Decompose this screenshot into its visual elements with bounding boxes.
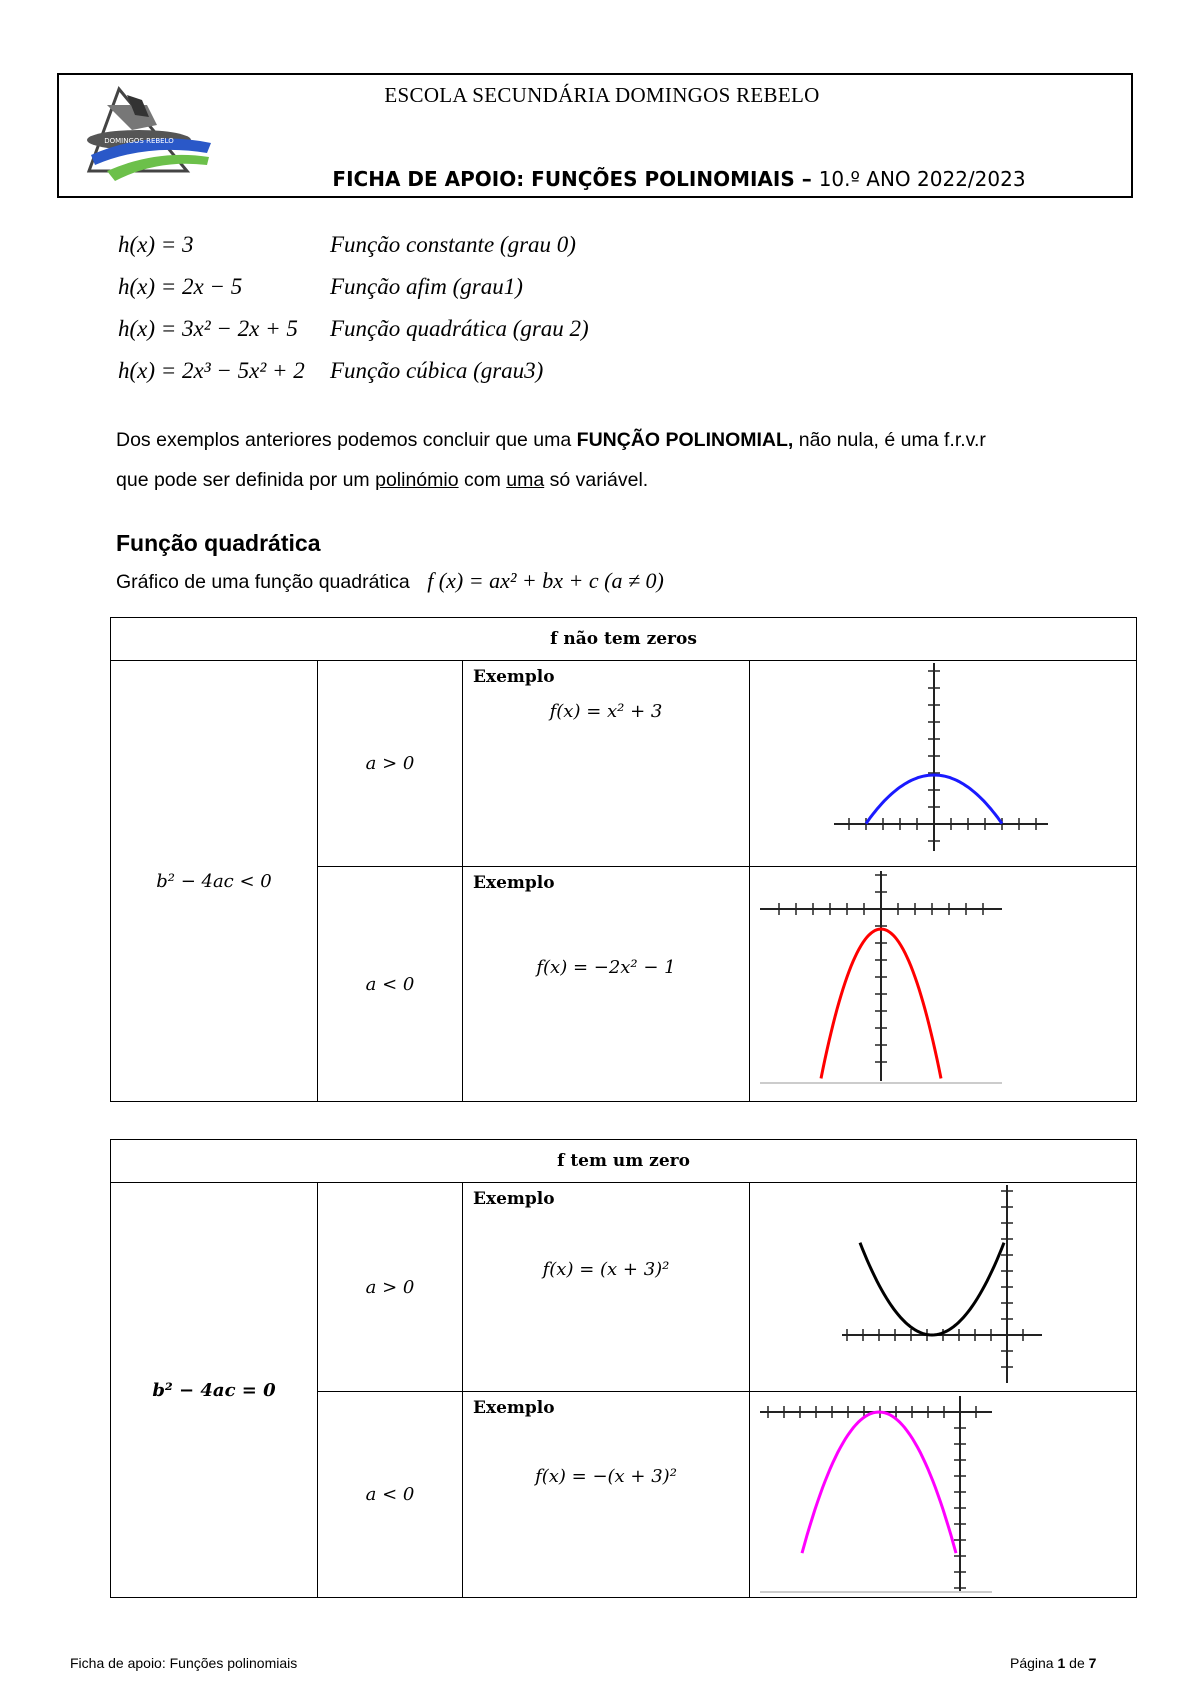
parabola-graph (750, 1392, 1135, 1597)
graph-intro-text: Gráfico de uma função quadrática (116, 571, 410, 593)
discriminant-condition: b² − 4ac < 0 (111, 661, 318, 1102)
example-cell (463, 867, 750, 1102)
example-cell (463, 661, 750, 867)
school-name: ESCOLA SECUNDÁRIA DOMINGOS REBELO (384, 83, 820, 107)
example-label: Exemplo (473, 873, 555, 893)
title-grade-year: 10.º ANO 2022/2023 (818, 167, 1026, 191)
example-formula: h(x) = 3x² − 2x + 5 (118, 316, 298, 341)
example-formula: h(x) = 2x³ − 5x² + 2 (118, 358, 305, 383)
page-number (1010, 1655, 1096, 1671)
graph-cell (750, 661, 1137, 867)
parabola-graph (750, 867, 1135, 1101)
logo-text: DOMINGOS REBELO (104, 137, 174, 145)
leading-coefficient-sign: a < 0 (318, 867, 463, 1102)
example-cell (463, 1183, 750, 1392)
no-zeros-table (110, 617, 1137, 1102)
graph-cell (750, 1183, 1137, 1392)
parabola-graph (750, 661, 1135, 866)
page-total: 7 (1088, 1655, 1097, 1671)
conclusion-text: não nula, é uma f.r.v.r (793, 429, 986, 451)
leading-coefficient-sign: a > 0 (318, 1183, 463, 1392)
example-label: Exemplo (473, 1398, 555, 1418)
conclusion-text: só variável. (544, 469, 649, 491)
example-description: Função constante (grau 0) (330, 232, 576, 257)
parabola-graph (750, 1183, 1135, 1391)
example-formula: h(x) = 3 (118, 232, 194, 257)
example-formula: f(x) = x² + 3 (549, 701, 663, 722)
conclusion-paragraph (116, 420, 1136, 500)
conclusion-underline: polinómio (375, 469, 459, 491)
leading-coefficient-sign: a < 0 (318, 1392, 463, 1598)
table-header: f tem um zero (111, 1140, 1137, 1183)
general-quadratic-formula: f (x) = ax² + bx + c (a ≠ 0) (427, 568, 664, 593)
example-cell (463, 1392, 750, 1598)
conclusion-text: que pode ser definida por um (116, 469, 376, 491)
conclusion-bold: FUNÇÃO POLINOMIAL, (576, 429, 794, 451)
parabola-curve (802, 1412, 956, 1553)
graph-intro (116, 568, 664, 594)
title-bold: FICHA DE APOIO: FUNÇÕES POLINOMIAIS – (332, 167, 812, 191)
parabola-curve (860, 1243, 1004, 1335)
page-label: Página (1010, 1655, 1054, 1671)
example-formula: f(x) = (x + 3)² (542, 1259, 670, 1280)
discriminant-condition: b² − 4ac = 0 (111, 1183, 318, 1598)
conclusion-underline: uma (506, 469, 545, 491)
page-current: 1 (1057, 1655, 1066, 1671)
example-formula: f(x) = −2x² − 1 (536, 957, 676, 978)
leading-coefficient-sign: a > 0 (318, 661, 463, 867)
document-header (57, 73, 1133, 198)
conclusion-text: Dos exemplos anteriores podemos concluir que uma (116, 429, 577, 451)
conclusion-text: com (458, 469, 507, 491)
example-description: Função quadrática (grau 2) (330, 316, 589, 341)
section-title: Função quadrática (116, 530, 321, 556)
table-header: f não tem zeros (111, 618, 1137, 661)
page-of: de (1069, 1655, 1085, 1671)
example-formula: h(x) = 2x − 5 (118, 274, 243, 299)
worksheet-title (239, 167, 1119, 191)
example-description: Função cúbica (grau3) (330, 358, 544, 383)
example-description: Função afim (grau1) (330, 274, 523, 299)
example-formula: f(x) = −(x + 3)² (535, 1466, 677, 1487)
graph-cell (750, 867, 1137, 1102)
example-label: Exemplo (473, 667, 555, 687)
graph-cell (750, 1392, 1137, 1598)
one-zero-table (110, 1139, 1137, 1598)
example-label: Exemplo (473, 1189, 555, 1209)
footer-title: Ficha de apoio: Funções polinomiais (70, 1655, 298, 1671)
